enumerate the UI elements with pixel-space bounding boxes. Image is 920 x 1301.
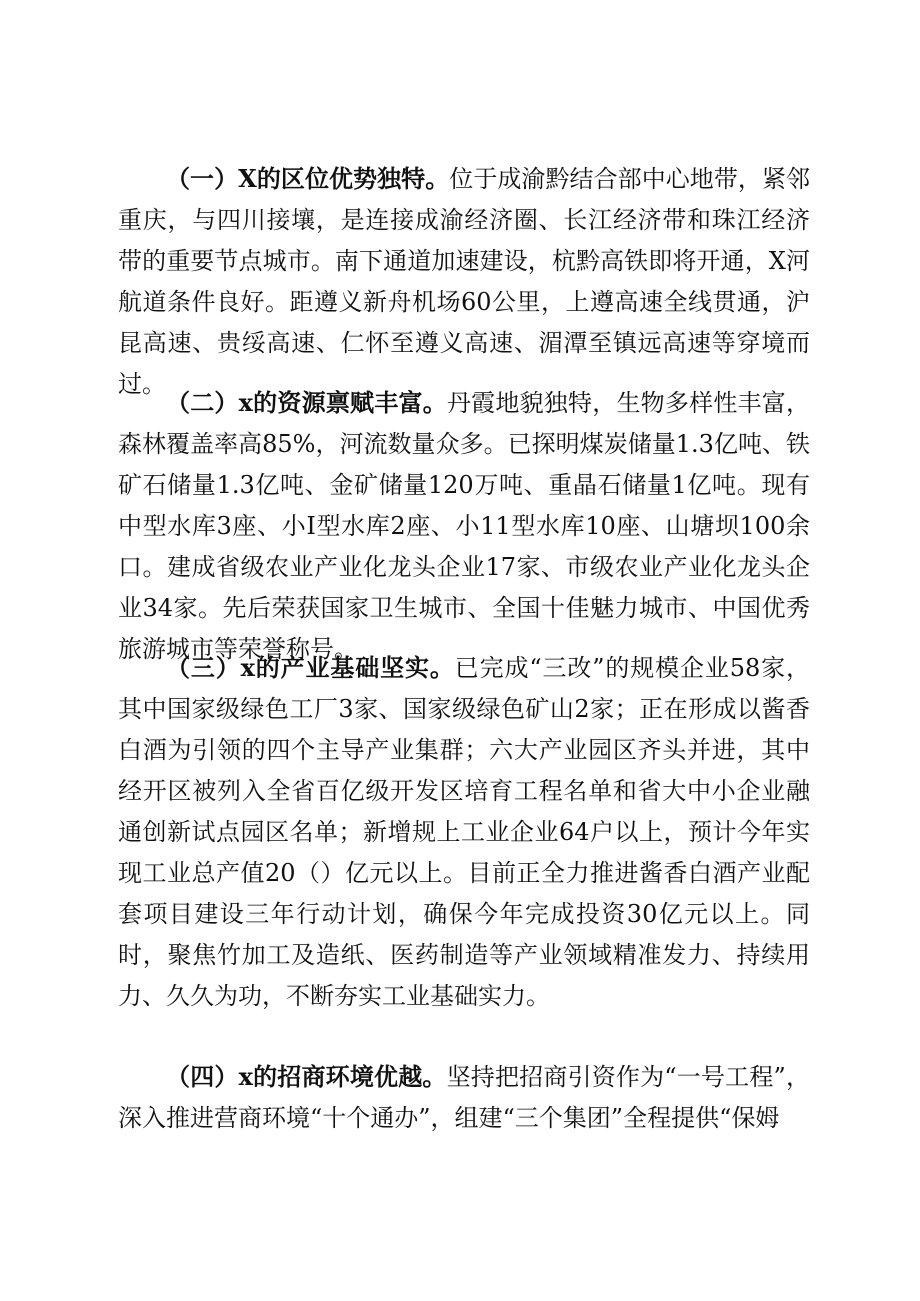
paragraph-body: 坚持把招商引资作为“一号工程”，深入推进营商环境“十个通办”，组建“三个集团”全程提供“保姆 <box>118 1063 810 1132</box>
paragraph-industrial-foundation <box>118 647 810 1017</box>
paragraph-heading: （三）x的产业基础坚实。 <box>166 653 455 682</box>
paragraph-location-advantage <box>118 158 810 405</box>
paragraph-body: 已完成“三改”的规模企业58家，其中国家级绿色工厂3家、国家级绿色矿山2家；正在形成以酱香白酒为引领的四个主导产业集群；六大产业园区齐头并进，其中经开区被列入全省百亿级开发区培育工程名单和省大中小企业融通创新试点园区名单；新增规上工业企业64户以上，预计今年实现工业总产值20（）亿元以上。目前正全力推进酱香白酒产业配套项目建设三年行动计划，确保今年完成投资30亿元以上。同时，聚焦竹加工及造纸、医药制造等产业领域精准发力、持续用力、久久为功，不断夯实工业基础实力。 <box>118 654 811 1010</box>
paragraph-heading: （二）x的资源禀赋丰富。 <box>166 388 447 417</box>
paragraph-heading: （一）X的区位优势独特。 <box>166 164 450 193</box>
paragraph-resource-endowment <box>118 382 810 670</box>
paragraph-investment-environment <box>118 1056 810 1139</box>
paragraph-heading: （四）x的招商环境优越。 <box>166 1062 447 1091</box>
paragraph-body: 位于成渝黔结合部中心地带，紧邻重庆，与四川接壤，是连接成渝经济圈、长江经济带和珠江经济带的重要节点城市。南下通道加速建设，杭黔高铁即将开通，X河航道条件良好。距遵义新舟机场60公里，上遵高速全线贯通，沪昆高速、贵绥高速、仁怀至遵义高速、湄潭至镇远高速等穿境而过。 <box>118 165 811 398</box>
paragraph-body: 丹霞地貌独特，生物多样性丰富，森林覆盖率高85%，河流数量众多。已探明煤炭储量1.3亿吨、铁矿石储量1.3亿吨、金矿储量120万吨、重晶石储量1亿吨。现有中型水库3座、小I型水库2座、小11型水库10座、山塘坝100余口。建成省级农业产业化龙头企业17家、市级农业产业化龙头企业34家。先后荣获国家卫生城市、全国十佳魅力城市、中国优秀旅游城市等荣誉称号。 <box>118 389 810 663</box>
